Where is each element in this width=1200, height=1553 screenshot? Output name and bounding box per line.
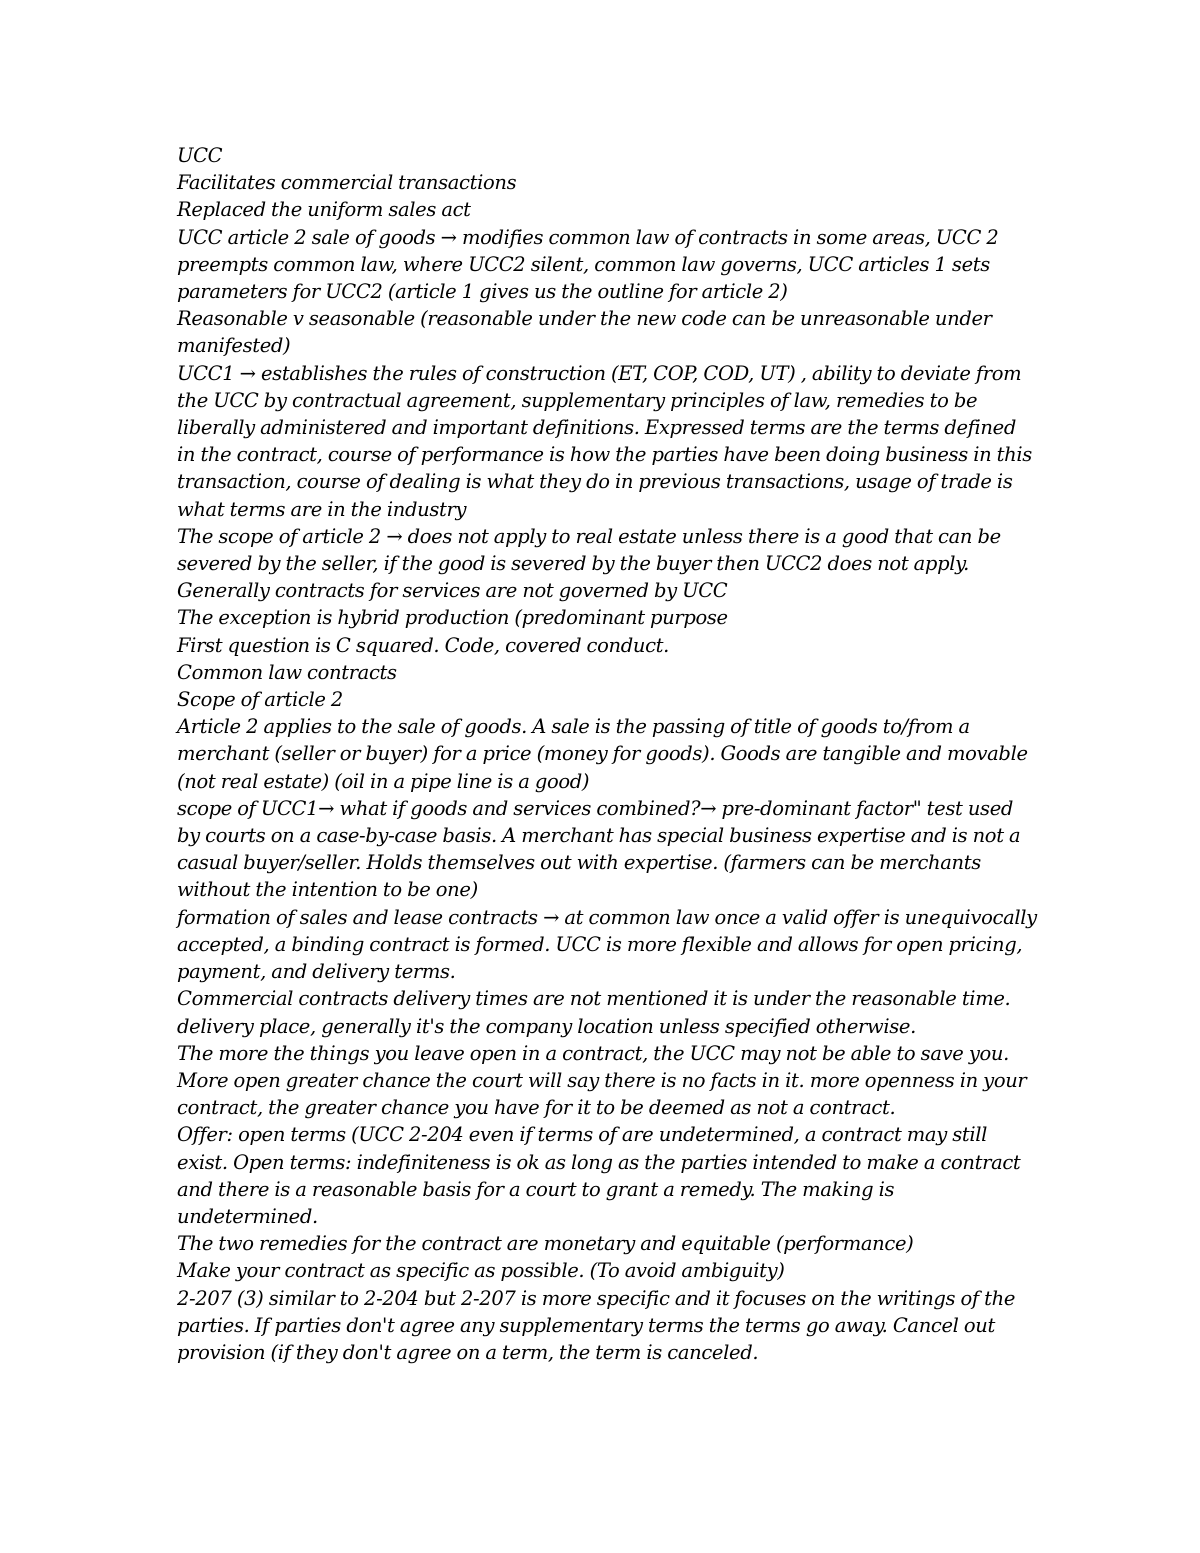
paragraph: 2-207 (3) similar to 2-204 but 2-207 is more specific and it focuses on the writings of the parties. If parties don't agree any supplementary terms the terms go away. Cancel out provision (if they don't agree on a term, the term is canceled. [177,1286,1016,1364]
heading-ucc: UCC [177,144,223,167]
paragraph: First question is C squared. Code, covered conduct. [177,633,669,657]
paragraph: Article 2 applies to the sale of goods. A sale is the passing of title of goods to/from a merchant (seller or buyer) for a price (money for goods). Goods are tangible and movable (not real estate) (oil in a pipe line is a good) [177,715,1028,793]
paragraph: UCC article 2 sale of goods → modifies common law of contracts in some areas, UCC 2 preempts common law, where UCC2 silent, common law governs, UCC articles 1 sets parameters for UCC2 (article 1 gives us the outline for article 2) [177,225,999,304]
paragraph: The two remedies for the contract are monetary and equitable (performance) [177,1232,914,1256]
paragraph: Reasonable v seasonable (reasonable under the new code can be unreasonable under manifested) [177,307,992,358]
paragraph: Make your contract as specific as possible. (To avoid ambiguity) [177,1259,785,1283]
paragraph: Facilitates commercial transactions [177,171,517,195]
paragraph: Offer: open terms (UCC 2-204 even if terms of are undetermined, a contract may still exist. Open terms: indefiniteness is ok as long as the parties intended to make a contract and there is a reasonable basis for a court to grant a remedy. The making is undetermined. [177,1123,1021,1228]
paragraph: Generally contracts for services are not governed by UCC [177,579,728,603]
paragraph: Commercial contracts delivery times are not mentioned it is under the reasonable time. delivery place, generally it's the company location unless specified otherwise. [177,987,1011,1038]
notes-body [177,142,1037,1366]
paragraph: Replaced the uniform sales act [177,198,471,222]
paragraph: Common law contracts [177,660,397,684]
paragraph: UCC1 → establishes the rules of construction (ET, COP, COD, UT) , ability to deviate from the UCC by contractual agreement, supplementary principles of law, remedies to be liberally administered and important definitions. Expressed terms are the terms defined in the contract, course of performance is how the parties have been doing business in this transaction, course of dealing is what they do in previous transactions, usage of trade is what terms are in the industry [177,361,1032,521]
paragraph: formation of sales and lease contracts → at common law once a valid offer is unequivocally accepted, a binding contract is formed. UCC is more flexible and allows for open pricing, payment, and delivery terms. [177,905,1037,984]
paragraph: The exception is hybrid production (predominant purpose [177,606,728,630]
paragraph: Scope of article 2 [177,688,343,712]
paragraph: scope of UCC1→ what if goods and services combined?→ pre-dominant factor" test used by courts on a case-by-case basis. A merchant has special business expertise and is not a casual buyer/seller. Holds themselves out with expertise. (farmers can be merchants without the intention to be one) [177,796,1021,902]
paragraph: The more the things you leave open in a contract, the UCC may not be able to save you. More open greater chance the court will say there is no facts in it. more openness in your contract, the greater chance you have for it to be deemed as not a contract. [177,1041,1027,1120]
paragraph: The scope of article 2 → does not apply to real estate unless there is a good that can be severed by the seller, if the good is severed by the buyer then UCC2 does not apply. [177,524,1001,576]
